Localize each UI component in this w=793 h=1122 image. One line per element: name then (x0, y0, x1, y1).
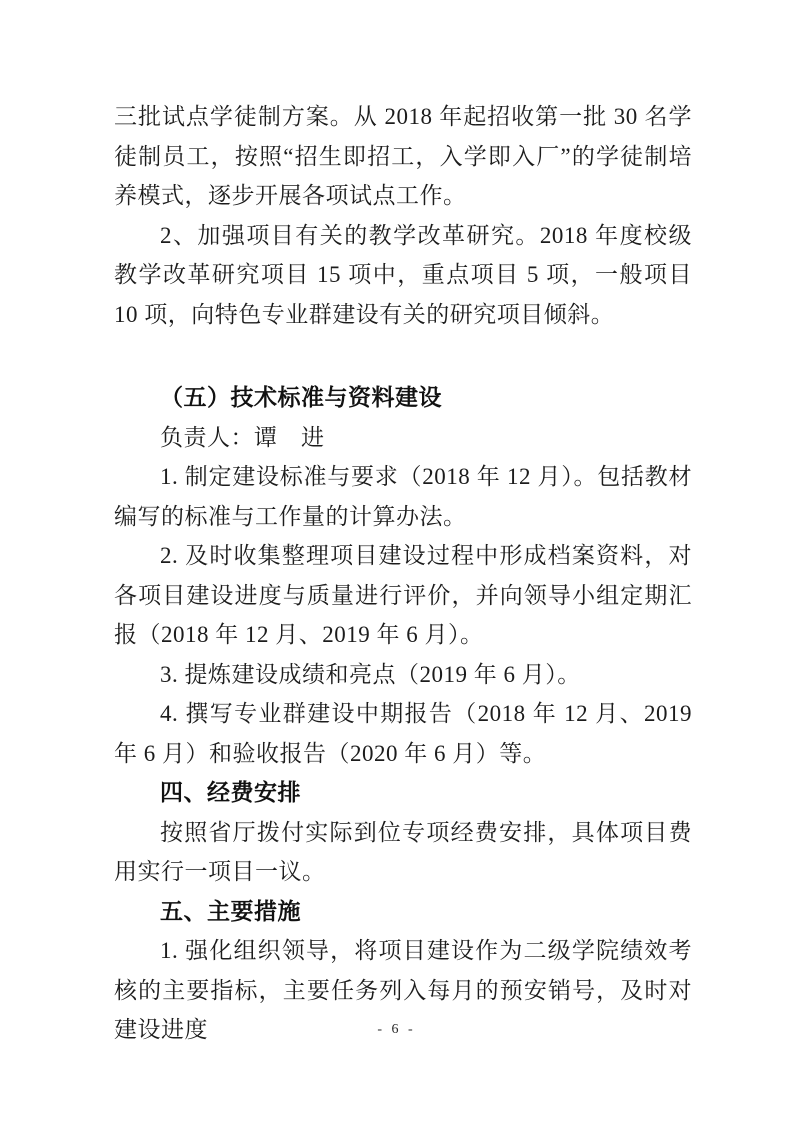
heading-main-measures: 五、主要措施 (160, 897, 301, 924)
document-body (114, 97, 692, 1050)
list-item-3-highlights: 3. 提炼建设成绩和亮点（2019 年 6 月）。 (160, 661, 581, 687)
heading-funding-arrangement: 四、经费安排 (160, 779, 301, 805)
paragraph-apprenticeship-plan: 三批试点学徒制方案。从 2018 年起招收第一批 30 名学徒制员工，按照“招生即招工，入学即入厂”的学徒制培养模式，逐步开展各项试点工作。 (114, 104, 692, 208)
paragraph-measure-1: 1. 强化组织领导，将项目建设作为二级学院绩效考核的主要指标，主要任务列入每月的预安销号，及时对建设进度 (114, 938, 692, 1042)
list-item-2-archives: 2. 及时收集整理项目建设过程中形成档案资料，对各项目建设进度与质量进行评价，并向领导小组定期汇报（2018 年 12 月、2019 年 6 月）。 (114, 543, 692, 647)
list-item-4-reports: 4. 撰写专业群建设中期报告（2018 年 12 月、2019 年 6 月）和验收报告（2020 年 6 月）等。 (114, 701, 692, 766)
line-person-in-charge: 负责人：谭 进 (160, 424, 325, 450)
heading-section-5-technical-standards: （五）技术标准与资料建设 (160, 384, 442, 410)
page-number: - 6 - (377, 1022, 416, 1037)
paragraph-teaching-reform: 2、加强项目有关的教学改革研究。2018 年度校级教学改革研究项目 15 项中，重点项目 5 项，一般项目 10 项，向特色专业群建设有关的研究项目倾斜。 (114, 222, 692, 327)
list-item-1-standards: 1. 制定建设标准与要求（2018 年 12 月）。包括教材编写的标准与工作量的计算办法。 (114, 464, 692, 529)
paragraph-funding-detail: 按照省厅拨付实际到位专项经费安排，具体项目费用实行一项目一议。 (114, 819, 692, 884)
